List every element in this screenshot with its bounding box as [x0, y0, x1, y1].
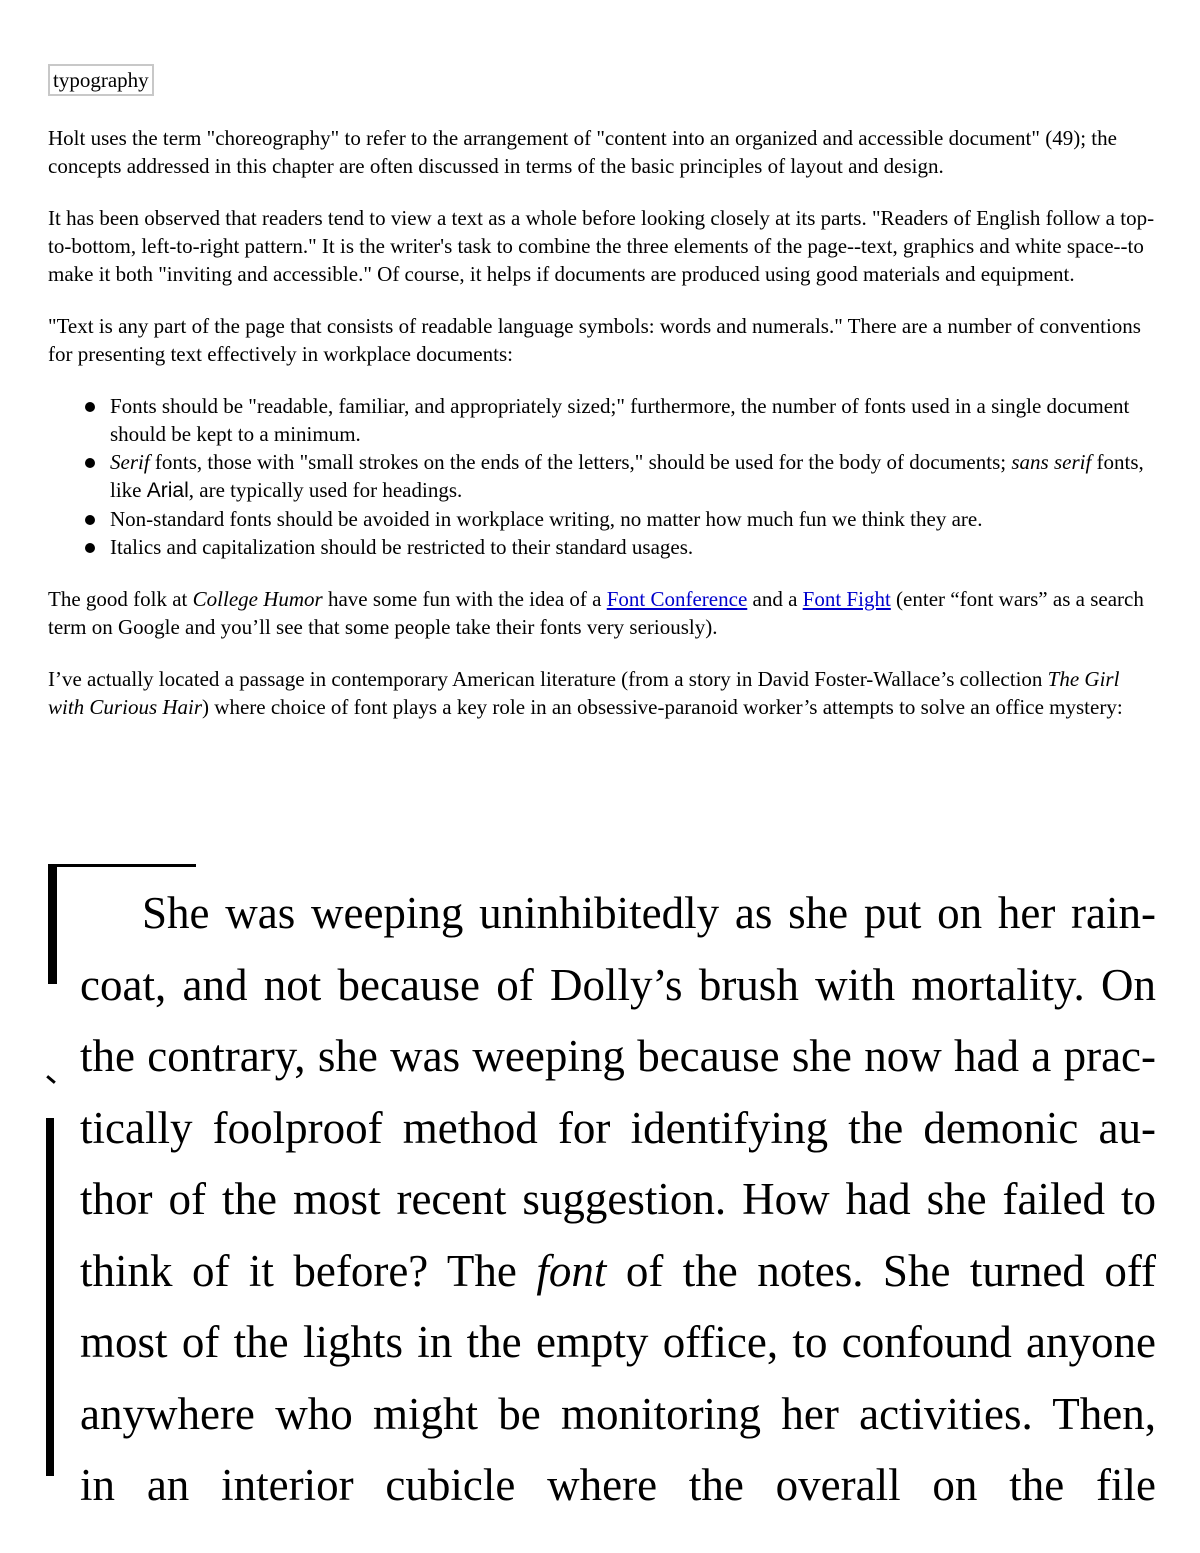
list-item: Serif fonts, those with "small strokes on the ends of the letters," should be used for the body of documents; sans serif fonts, like Arial, are typically used for headings. — [110, 448, 1156, 505]
arial-sample: Arial — [146, 479, 189, 502]
excerpt-line: in an interior cubicle where the overall on the file — [80, 1460, 1156, 1510]
paragraph-choreography: Holt uses the term "choreography" to refer to the arrangement of "content into an organized and accessible document" (49); the concepts addressed in this chapter are often discussed in terms of the basic principles of layout and design. — [48, 126, 1117, 178]
document-body — [48, 64, 1156, 745]
excerpt-line: tically foolproof method for identifying the demonic au- — [80, 1102, 1156, 1153]
excerpt-text — [80, 878, 1156, 1522]
paragraph-literature: I’ve actually located a passage in contemporary American literature (from a story in David Foster-Wallace’s collection The Girl with Curious Hair) where choice of font plays a key role in an obsessive-paranoid worker’s attempts to solve an office mystery: — [48, 667, 1123, 719]
college-humor-title: College Humor — [192, 587, 323, 611]
font-fight-link[interactable]: Font Fight — [802, 587, 891, 611]
excerpt-line: thor of the most recent suggestion. How had she failed to — [80, 1174, 1156, 1224]
font-conference-link[interactable]: Font Conference — [606, 587, 748, 611]
excerpt-line: the contrary, she was weeping because she now had a prac- — [80, 1031, 1156, 1081]
font-emphasis: font — [536, 1245, 607, 1296]
book-excerpt-scan — [0, 864, 1200, 1510]
list-item: Non-standard fonts should be avoided in workplace writing, no matter how much fun we think they are. — [110, 505, 1156, 533]
paragraph-text-definition: "Text is any part of the page that consists of readable language symbols: words and numerals." There are a number of conventions for presenting text effectively in workplace documents: — [48, 314, 1141, 366]
excerpt-margin-tick — [46, 1075, 56, 1084]
paragraph-reading-pattern: It has been observed that readers tend to view a text as a whole before looking closely at its parts. "Readers of English follow a top-to-bottom, left-to-right pattern." It is the writer's task to combine the three elements of the page--text, graphics and white space--to make it both "inviting and accessible." Of course, it helps if documents are produced using good materials and equipment. — [48, 206, 1155, 286]
category-tag: typography — [48, 64, 154, 96]
sans-serif-term: sans serif — [1011, 450, 1092, 474]
bullet-icon — [85, 515, 95, 525]
excerpt-margin-bar — [48, 864, 57, 984]
excerpt-line: anywhere who might be monitoring her activities. Then, — [80, 1388, 1156, 1439]
excerpt-line: most of the lights in the empty office, to confound anyone — [80, 1317, 1156, 1367]
bullet-icon — [85, 402, 95, 412]
font-conventions-list — [48, 392, 1156, 561]
paragraph-college-humor: The good folk at College Humor have some fun with the idea of a Font Conference and a Font Fight (enter “font wars” as a search term on Google and you’ll see that some people take their fonts very seriously). — [48, 587, 1144, 639]
list-item: Italics and capitalization should be restricted to their standard usages. — [110, 533, 1156, 561]
list-item: Fonts should be "readable, familiar, and appropriately sized;" furthermore, the number of fonts used in a single document should be kept to a minimum. — [110, 392, 1156, 448]
excerpt-margin-bar — [46, 1118, 54, 1476]
excerpt-line: She was weeping uninhibitedly as she put on her rain- — [142, 888, 1156, 938]
bullet-icon — [85, 458, 95, 468]
book-title: The Girl with Curious Hair — [48, 667, 1120, 719]
excerpt-line: coat, and not because of Dolly’s brush with mortality. On — [80, 959, 1156, 1010]
excerpt-top-rule — [52, 864, 196, 867]
excerpt-line: think of it before? The font of the notes. She turned off — [80, 1245, 1156, 1296]
bullet-icon — [85, 543, 95, 553]
serif-term: Serif — [110, 450, 150, 474]
